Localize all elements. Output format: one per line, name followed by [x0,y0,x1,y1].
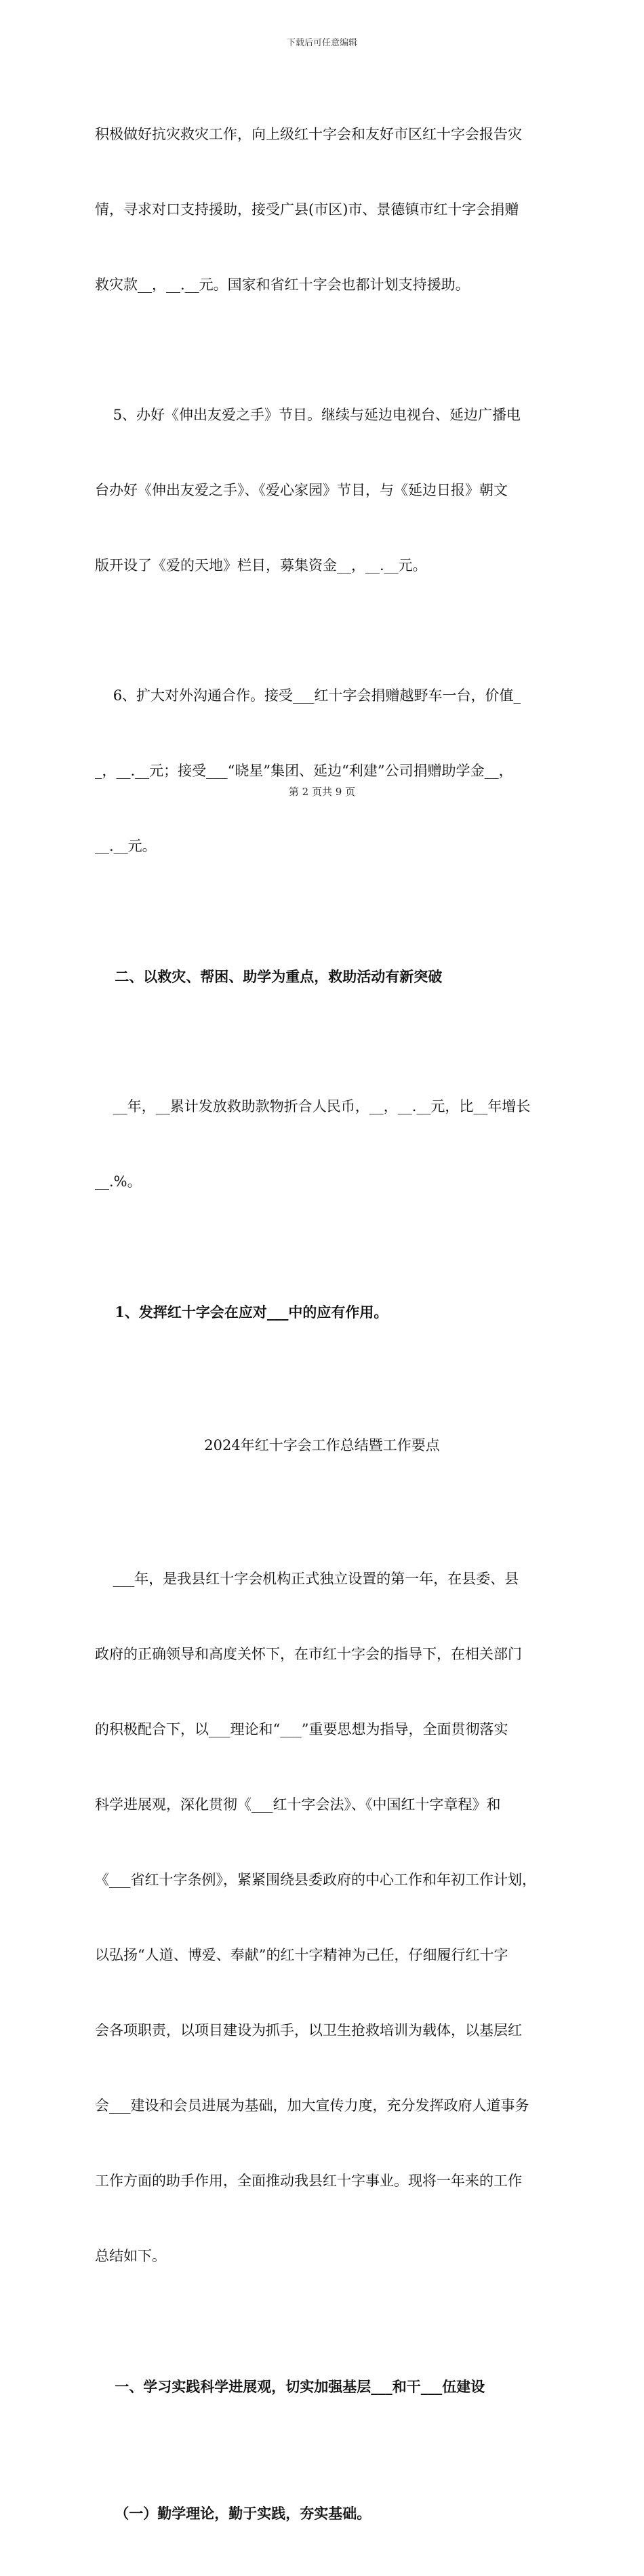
paragraph-intro [95,1516,549,2319]
text-line: 科学进展观，深化贯彻《___红十字会法》、《中国红十字章程》和 [95,1796,501,1813]
page-header: 下载后可任意编辑 [286,38,357,48]
text-line: 政府的正确领导和高度关怀下，在市红十字会的指导下，在相关部门 [95,1646,522,1662]
text-line: __.%。 [95,1173,142,1190]
paragraph-relief-work [95,72,549,348]
page-footer: 第 2 页共 9 页 [288,786,356,798]
document-title [95,1383,549,1508]
text-line: __年，__累计发放救助款物折合人民币，__，__.__元，比__年增长 [95,1098,531,1114]
document-body [95,72,549,2576]
text-line: 会___建设和会员进展为基础，加大宣传力度，充分发挥政府人道事务 [95,2097,529,2114]
text-line: 工作方面的助手作用，全面推动我县红十字事业。现将一年来的工作 [95,2173,522,2189]
title-line: 2024年红十字会工作总结暨工作要点 [204,1437,440,1453]
text-line: _，__.__元；接受___“晓星”集团、延边“利建”公司捐赠助学金__， [95,763,513,779]
text-line: 以弘扬“人道、博爱、奉献”的红十字精神为己任，仔细履行红十字 [95,1947,508,1963]
section-heading-2 [95,914,549,1039]
heading-line: 1、发挥红十字会在应对___中的应有作用。 [95,1304,388,1321]
text-line: 台办好《伸出友爱之手》、《爱心家园》节目，与《延边日报》朝文 [95,482,508,498]
heading-line: （一）勤学理论，勤于实践，夯实基础。 [95,2505,371,2522]
text-line: 的积极配合下，以___理论和“___”重要思想为指导，全面贯彻落实 [95,1721,508,1737]
paragraph-item-6 [95,633,549,909]
section-heading-1 [95,2324,549,2449]
text-line: 6、扩大对外沟通合作。接受___红十字会捐赠越野车一台，价值_ [95,687,521,704]
text-line: 情，寻求对口支持援助，接受广县(市区)市、景德镇市红十字会捐赠 [95,201,519,218]
paragraph-relief-totals [95,1044,549,1245]
text-line: ___年，是我县红十字会机构正式独立设置的第一年，在县委、县 [95,1571,519,1587]
subsection-heading-1 [95,1249,549,1375]
text-line: 版开设了《爱的天地》栏目，募集资金__，__.__元。 [95,557,427,573]
text-line: 总结如下。 [95,2248,166,2264]
paragraph-item-5 [95,353,549,628]
text-line: 5、办好《伸出友爱之手》节目。继续与延边电视台、延边广播电 [95,407,521,423]
text-line: 《___省红十字条例》，紧紧围绕县委政府的中心工作和年初工作计划， [95,1872,536,1888]
text-line: __.__元。 [95,838,157,854]
heading-line: 二、以救灾、帮困、助学为重点，救助活动有新突破 [95,968,443,985]
text-line: 救灾款__，__.__元。国家和省红十字会也都计划支持援助。 [95,277,470,293]
subsection-heading-1-1 [95,2451,549,2576]
text-line: 会各项职责，以项目建设为抓手，以卫生抢救培训为载体，以基层红 [95,2022,522,2038]
text-line: 积极做好抗灾救灾工作，向上级红十字会和友好市区红十字会报告灾 [95,126,522,142]
heading-line: 一、学习实践科学进展观，切实加强基层___和干___伍建设 [95,2378,485,2395]
